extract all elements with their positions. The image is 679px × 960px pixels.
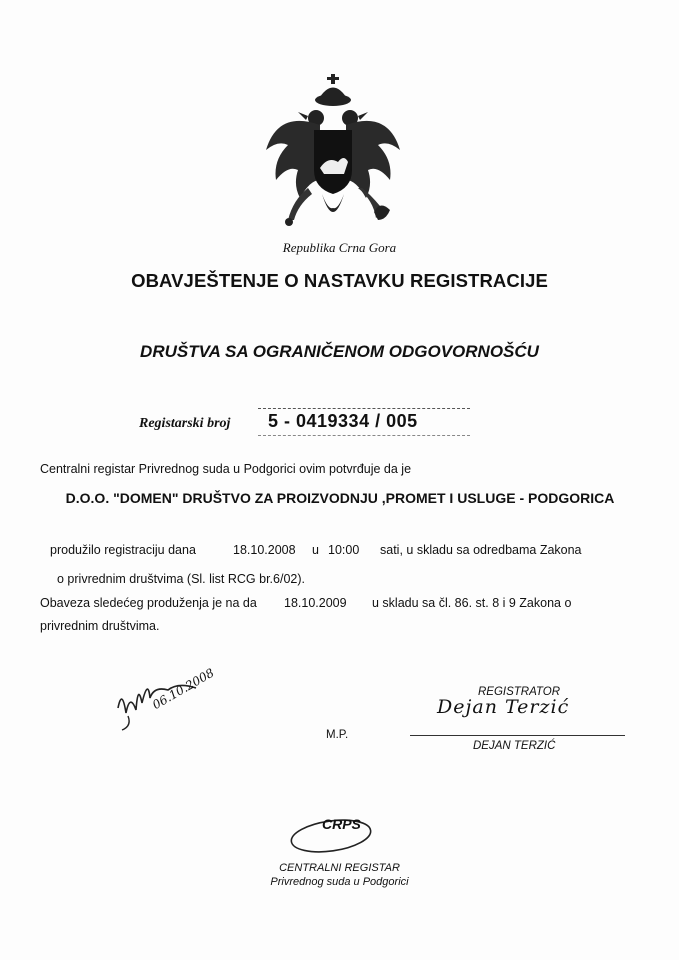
registration-number-value: 5 - 0419334 / 005	[268, 411, 418, 431]
law-reference: o privrednim društvima (Sl. list RCG br.6/02).	[57, 572, 305, 586]
next-extension-suffix: u skladu sa čl. 86. st. 8 i 9 Zakona o	[372, 596, 572, 610]
country-name: Republika Crna Gora	[282, 240, 397, 255]
coat-of-arms-emblem	[258, 70, 408, 235]
footer-line-2: Privrednog suda u Podgorici	[270, 876, 409, 888]
next-extension-date: 18.10.2009	[284, 596, 347, 610]
document-subtitle: DRUŠTVA SA OGRANIČENOM ODGOVORNOŠĆU	[140, 342, 539, 361]
intro-text: Centralni registar Privrednog suda u Podgorici ovim potvrđuje da je	[40, 462, 412, 476]
footer-line-1: CENTRALNI REGISTAR	[279, 862, 400, 874]
company-name: D.O.O. "DOMEN" DRUŠTVO ZA PROIZVODNJU ,PROMET I USLUGE - PODGORICA	[65, 490, 615, 506]
crps-logo-text: CRPS	[322, 816, 361, 832]
extended-u: u	[312, 543, 319, 557]
extended-suffix: sati, u skladu sa odredbama Zakona	[380, 543, 582, 557]
next-extension-prefix: Obaveza sledećeg produženja je na da	[40, 596, 257, 610]
handwritten-date: 06.10.2008	[150, 665, 217, 713]
registrator-name: DEJAN TERZIĆ	[473, 740, 556, 752]
mp-stamp-label: M.P.	[326, 729, 349, 741]
signature-line	[410, 735, 625, 736]
registrator-handwritten-signature: Dejan Terzić	[437, 696, 570, 718]
extended-date: 18.10.2008	[233, 543, 296, 557]
document-title: OBAVJEŠTENJE O NASTAVKU REGISTRACIJE	[131, 270, 548, 291]
next-extension-line2: privrednim društvima.	[40, 619, 160, 633]
extended-time: 10:00	[328, 543, 360, 557]
registration-number-label: Registarski broj	[139, 416, 231, 431]
extended-prefix: produžilo registraciju dana	[50, 543, 196, 557]
registrator-label: REGISTRATOR	[478, 686, 560, 698]
